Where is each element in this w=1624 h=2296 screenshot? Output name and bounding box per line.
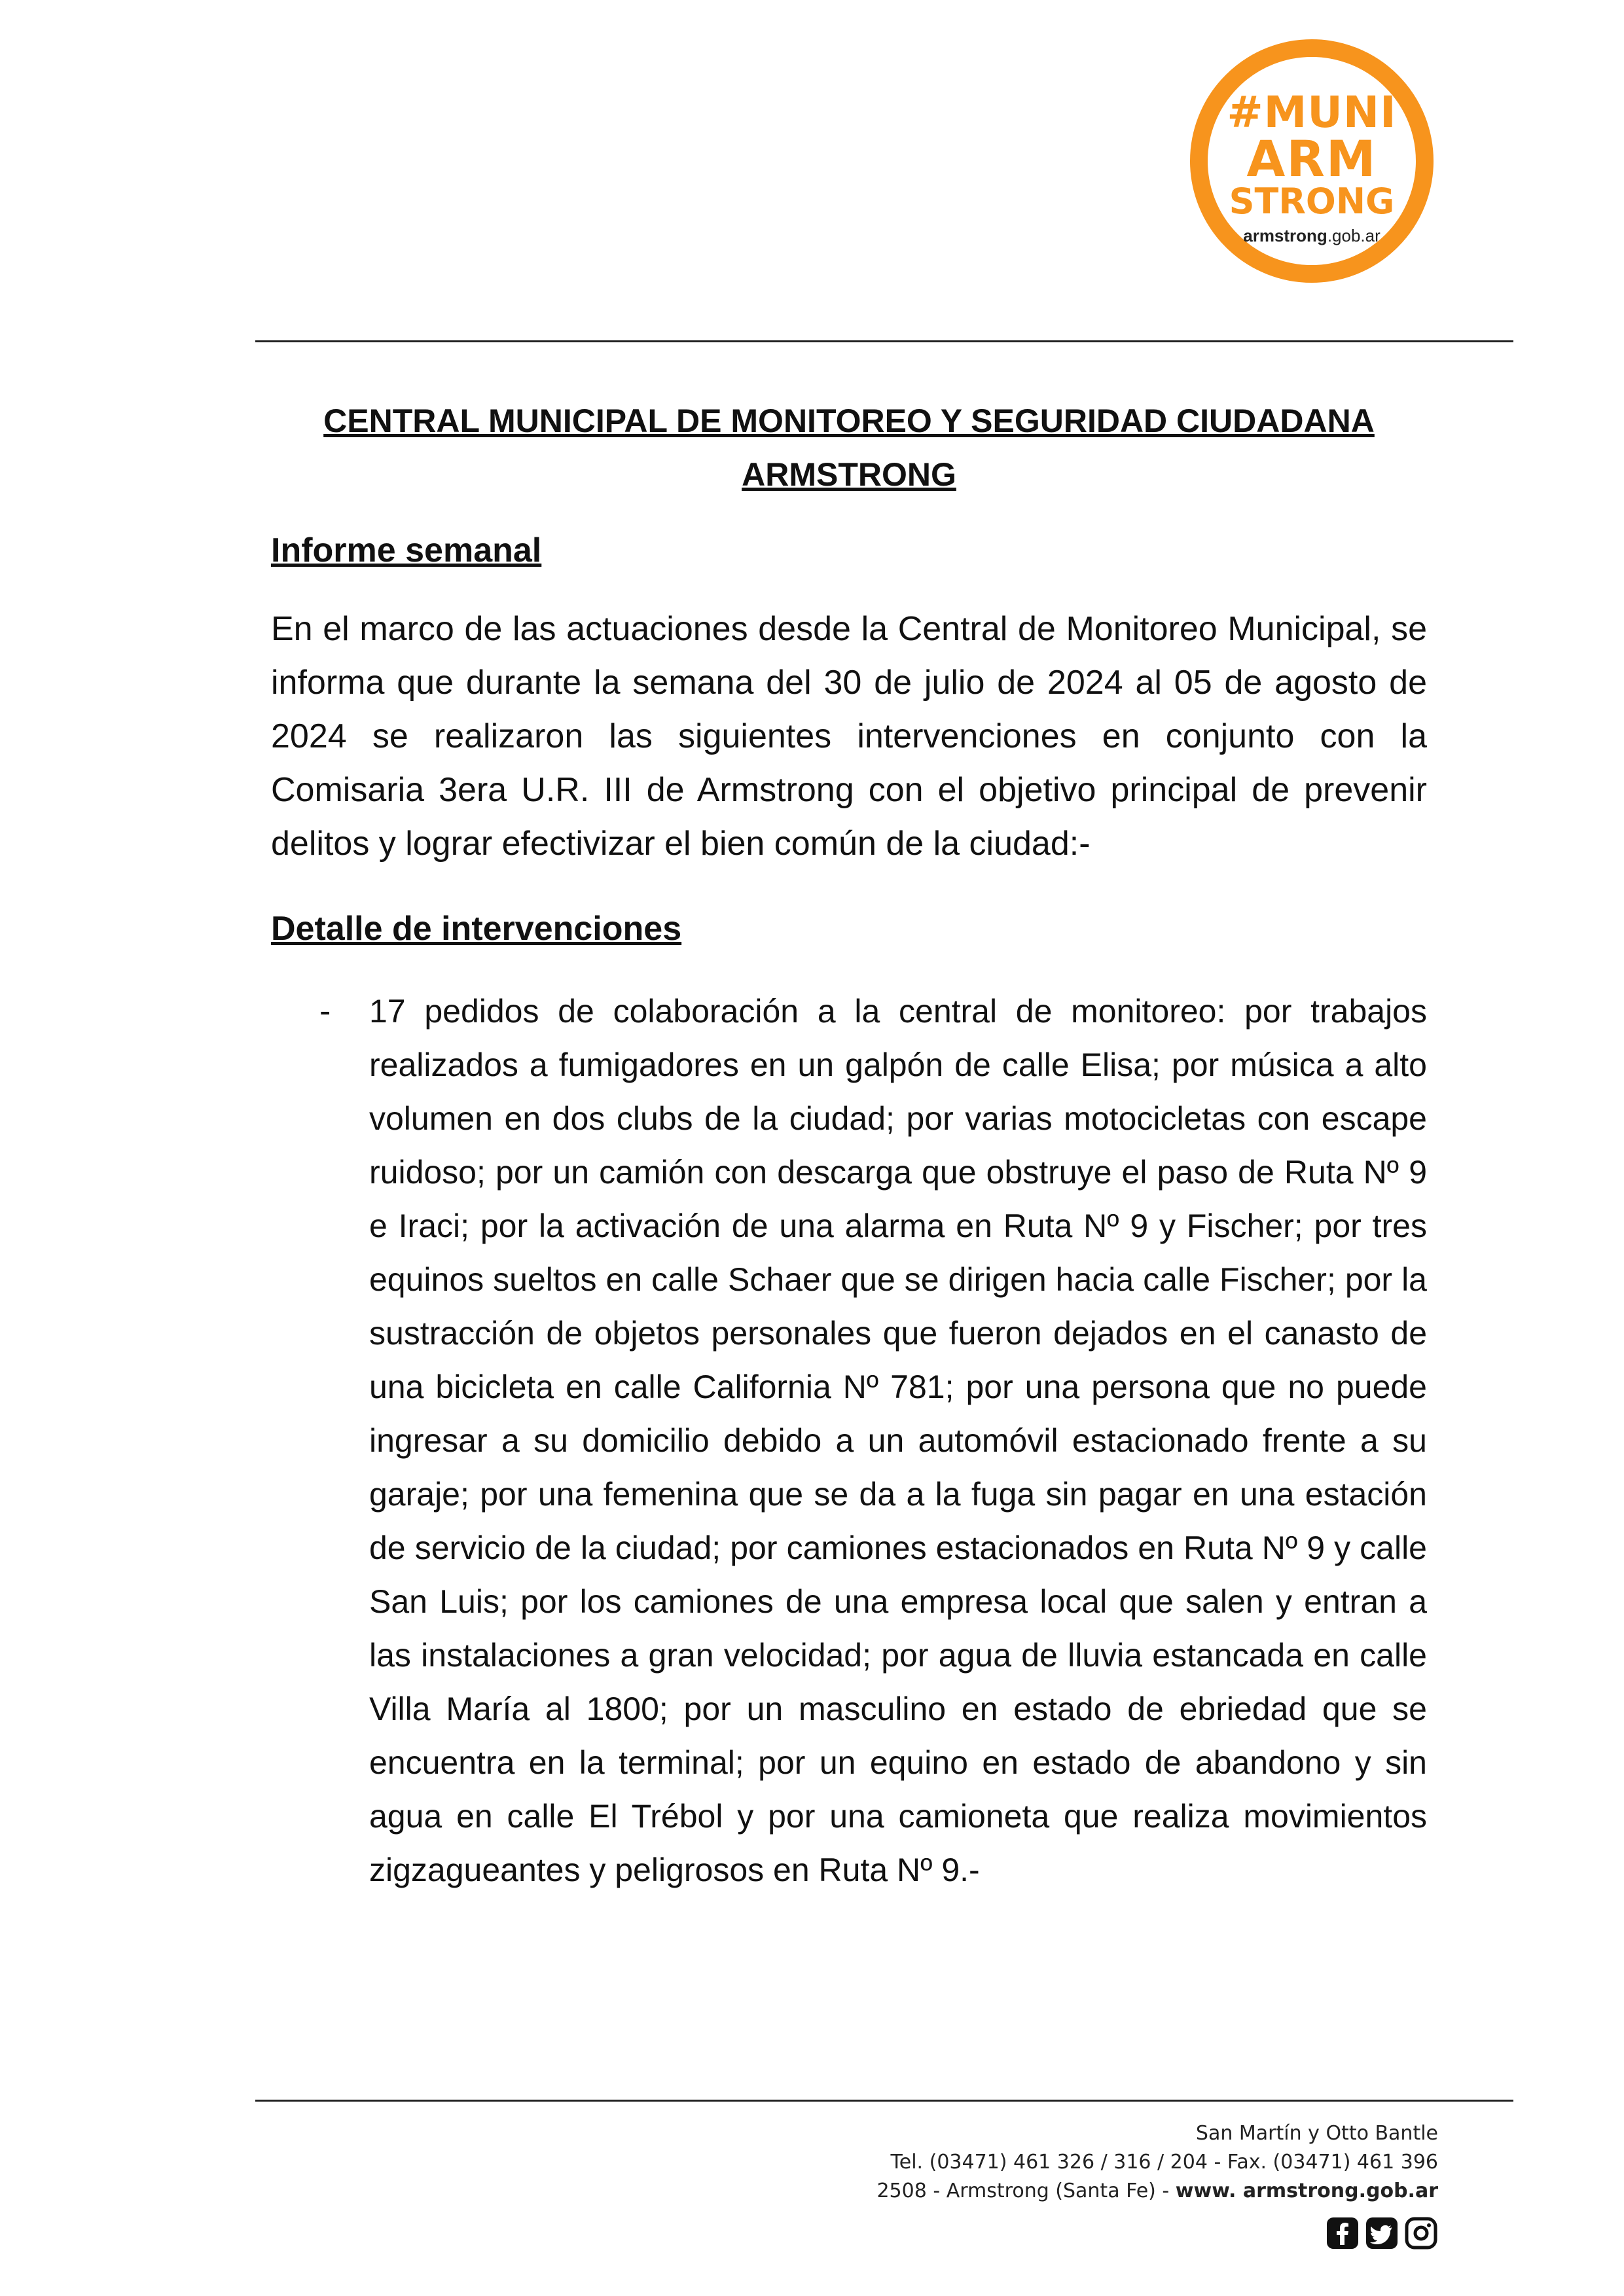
- heading-detalle-intervenciones: Detalle de intervenciones: [271, 910, 682, 948]
- intro-paragraph: En el marco de las actuaciones desde la Central de Monitoreo Municipal, se informa que durante la semana del 30 de julio de 2024 al 05 de agosto de 2024 se realizaron las siguientes intervenciones en conjunto con la Comisaria 3era U.R. III de Armstrong con el objetivo principal de prevenir delitos y lograr efectivizar el bien común de la ciudad:-: [271, 610, 1427, 863]
- logo-line-2: ARM: [1246, 130, 1377, 188]
- document-title: [271, 394, 1427, 501]
- footer-divider: [255, 2100, 1513, 2102]
- footer-contact: [876, 2119, 1438, 2206]
- list-item: 17 pedidos de colaboración a la central de monitoreo: por trabajos realizados a fumigadores en un galpón de calle Elisa; por música a alto volumen en dos clubs de la ciudad; por varias motocicletas con escape ruidoso; por un camión con descarga que obstruye el paso de Ruta Nº 9 e Iraci; por la activación de una alarma en Ruta Nº 9 y Fischer; por tres equinos sueltos en calle Schaer que se dirigen hacia calle Fischer; por la sustracción de objetos personales que fueron dejados en el canasto de una bicicleta en calle California Nº 781; por una persona que no puede ingresar a su domicilio debido a un automóvil estacionado frente a su garaje; por una femenina que se da a la fuga sin pagar en una estación de servicio de la ciudad; por camiones estacionados en Ruta Nº 9 y calle San Luis; por los camiones de una empresa local que salen y entran a las instalaciones a gran velocidad; por agua de lluvia estancada en calle Villa María al 1800; por un masculino en estado de ebriedad que se encuentra en la terminal; por un equino en estado de abandono y sin agua en calle El Trébol y por una camioneta que realiza movimientos zigzagueantes y peligrosos en Ruta Nº 9.-: [369, 993, 1427, 1888]
- muni-armstrong-logo: [1190, 39, 1434, 283]
- twitter-icon[interactable]: [1365, 2216, 1399, 2250]
- footer-city-line: [876, 2177, 1438, 2206]
- facebook-icon[interactable]: [1326, 2216, 1360, 2250]
- logo-website-bold: armstrong: [1243, 226, 1327, 245]
- title-line-1: CENTRAL MUNICIPAL DE MONITOREO Y SEGURIDAD CIUDADANA: [323, 403, 1375, 439]
- logo-website-rest: .gob.ar: [1327, 226, 1380, 245]
- footer-city: 2508 - Armstrong (Santa Fe) -: [876, 2179, 1176, 2202]
- logo-line-3: STRONG: [1229, 181, 1395, 222]
- footer-website[interactable]: www. armstrong.gob.ar: [1175, 2179, 1438, 2202]
- footer-phones: Tel. (03471) 461 326 / 316 / 204 - Fax. (03471) 461 396: [890, 2151, 1438, 2174]
- heading-informe-semanal: Informe semanal: [271, 531, 542, 569]
- social-icons: [1326, 2216, 1438, 2250]
- logo-line-1: #MUNI: [1227, 87, 1397, 137]
- title-line-2: ARMSTRONG: [742, 456, 956, 493]
- footer-address: San Martín y Otto Bantle: [1195, 2122, 1438, 2145]
- logo-website: [1208, 226, 1416, 245]
- instagram-icon[interactable]: [1404, 2216, 1438, 2250]
- header-divider: [255, 340, 1513, 342]
- bullet-marker: -: [319, 992, 331, 1030]
